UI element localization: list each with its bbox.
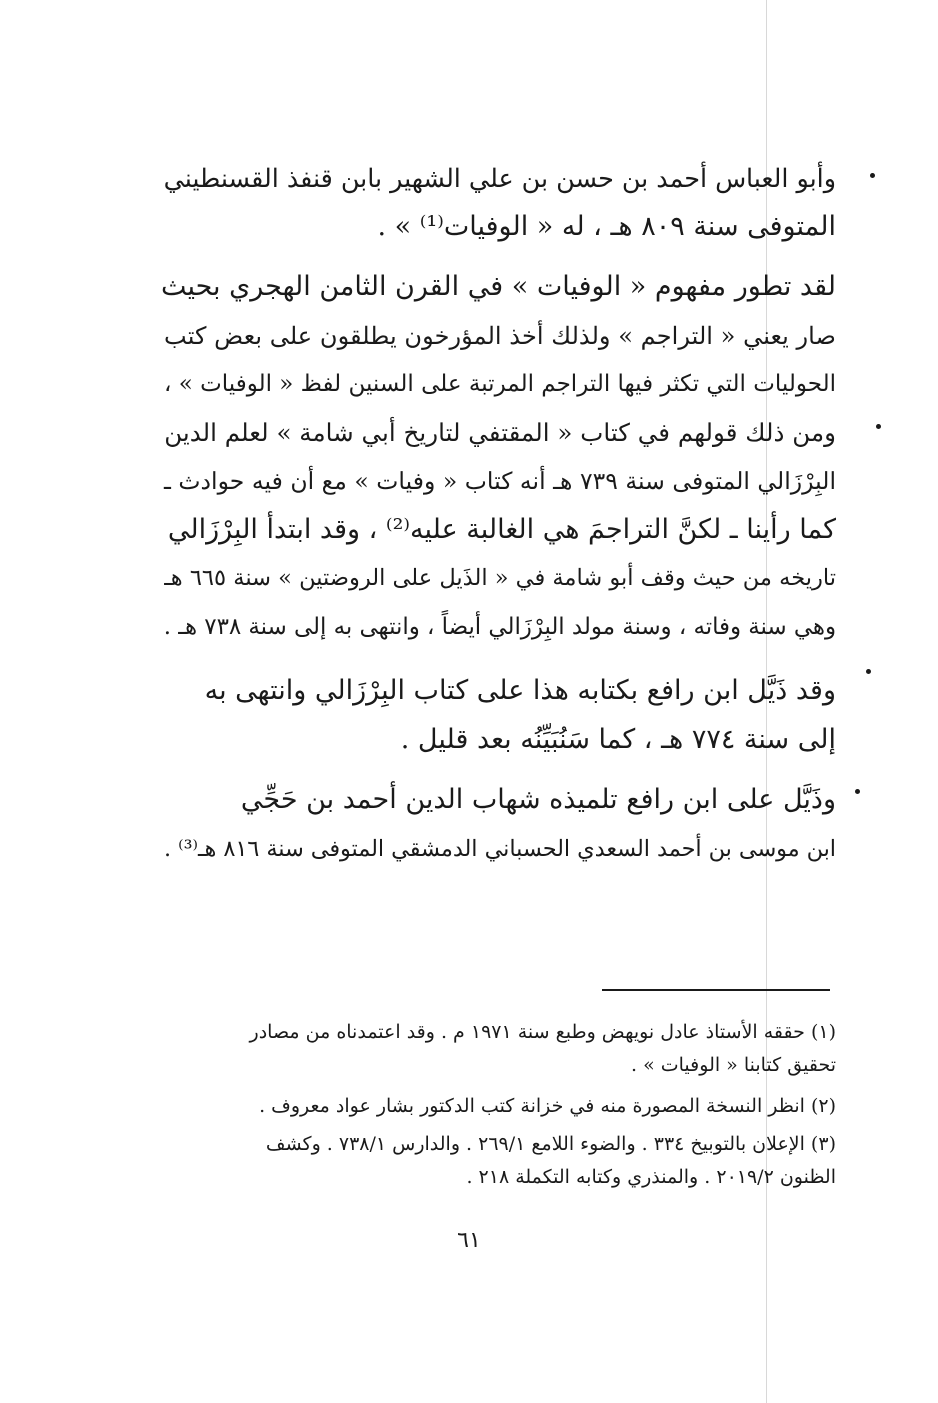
paragraph-1	[150, 154, 836, 251]
text-line: تاريخه من حيث وقف أبو شامة في « الذَيل على الروضتين » سنة ٦٦٥ هـ	[164, 565, 836, 591]
page-number: ٦١	[457, 1228, 481, 1253]
margin-bullet	[876, 424, 881, 429]
margin-bullet	[866, 669, 871, 674]
text-line: وقد ذَيَّل ابن رافع بكتابه هذا على كتاب البِرْزَالي وانتهى به	[204, 675, 836, 706]
text-line: وذَيَّل على ابن رافع تلميذه شهاب الدين أحمد بن حَجِّي	[240, 784, 836, 815]
paragraph-3	[150, 667, 836, 764]
footnote-line: الظنون ٢٠١٩/٢ . والمنذري وكتابه التكملة ٢١٨ .	[466, 1166, 836, 1188]
text-line: المتوفى سنة ٨٠٩ هـ ، له « الوفيات⁽¹⁾ » .	[377, 210, 836, 242]
margin-bullet	[855, 789, 860, 794]
footnote-3	[150, 1128, 836, 1194]
paragraph-2	[150, 263, 836, 651]
text-line: وهي سنة وفاته ، وسنة مولد البِرْزَالي أيضاً ، وانتهى به إلى سنة ٧٣٨ هـ .	[163, 613, 836, 640]
footnote-separator	[602, 989, 830, 991]
footnote-1	[150, 1016, 836, 1082]
margin-bullet	[870, 173, 875, 178]
footnote-2	[150, 1090, 836, 1123]
text-line: وأبو العباس أحمد بن حسن بن علي الشهير بابن قنفذ القسنطيني	[163, 163, 836, 193]
text-line: كما رأينا ـ لكنَّ التراجمَ هي الغالبة عليه⁽²⁾ ، وقد ابتدأ البِرْزَالي	[167, 513, 836, 545]
text-line: ومن ذلك قولهم في كتاب « المقتفي لتاريخ أبي شامة » لعلم الدين	[164, 417, 836, 447]
text-line: إلى سنة ٧٧٤ هـ ، كما سَنُبَيِّنُه بعد قليل .	[400, 723, 836, 755]
text-line: الحوليات التي تكثر فيها التراجم المرتبة على السنين لفظ « الوفيات » ،	[164, 371, 836, 397]
footnote-line: تحقيق كتابنا « الوفيات » .	[631, 1054, 836, 1076]
paragraph-4	[150, 776, 836, 873]
text-line: لقد تطور مفهوم « الوفيات » في القرن الثامن الهجري بحيث	[160, 271, 836, 302]
footnote-line: (٣) الإعلان بالتوبيخ ٣٣٤ . والضوء اللامع ٢٦٩/١ . والدارس ٧٣٨/١ . وكشف	[265, 1133, 836, 1155]
footnote-line: (٢) انظر النسخة المصورة منه في خزانة كتب الدكتور بشار عواد معروف .	[259, 1095, 836, 1117]
text-line: ابن موسى بن أحمد السعدي الحسباني الدمشقي المتوفى سنة ٨١٦ هـ⁽³⁾ .	[163, 835, 836, 862]
footnote-line: (١) حققه الأستاذ عادل نويهض وطبع سنة ١٩٧١ م . وقد اعتمدناه من مصادر	[249, 1021, 836, 1043]
text-line: البِرْزَالي المتوفى سنة ٧٣٩ هـ أنه كتاب « وفيات » مع أن فيه حوادث ـ	[163, 467, 836, 495]
text-line: صار يعني « التراجم » ولذلك أخذ المؤرخون يطلقون على بعض كتب	[164, 321, 836, 350]
